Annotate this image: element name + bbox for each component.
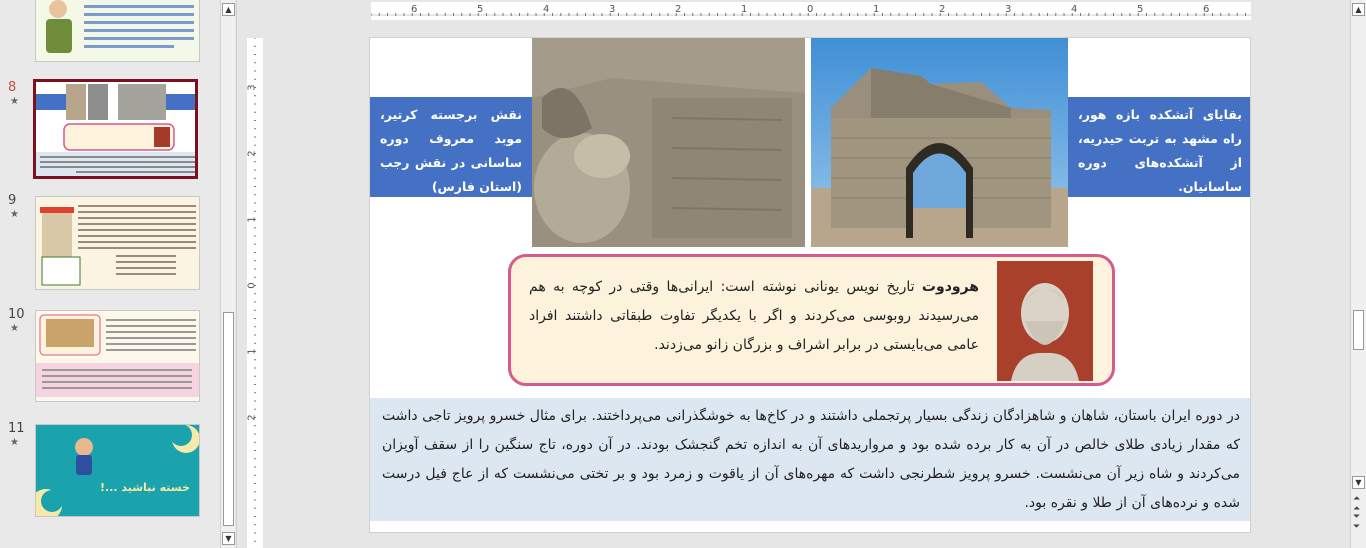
ruler-label: 5 — [477, 4, 484, 15]
ruler-label: 0 — [246, 282, 258, 289]
slide-number-11: 11 — [8, 421, 25, 436]
thumbnail-8-preview — [36, 82, 198, 177]
herodotus-quote-box[interactable] — [508, 254, 1115, 386]
ruler-label: 1 — [741, 4, 748, 15]
slide-thumbnail-11[interactable] — [35, 424, 200, 517]
thumbnails-scrollbar[interactable] — [220, 0, 235, 548]
previous-slide-icon[interactable]: ⏶ ⏶ — [1353, 494, 1361, 514]
slide-canvas[interactable] — [369, 37, 1251, 533]
main-paragraph[interactable]: در دوره ایران باستان، شاهان و شاهزادگان زندگی بسیار پرتجملی داشتند و در کاخ‌ها به خوشگذرانی می‌پرداختند. برای مثال خسرو پرویز تاجی داشت که مقدار زیادی طلای خالص در آن به کار برده شده بود و مرواریدهای آن به اندازه تخم گنجشک بودند. در آن دوره، تاج سنگین را از سقف آویزان می‌کردند و شاه زیر آن می‌نشست. خسرو پرویز شطرنجی داشت که مهره‌های آن از یاقوت و زمرد بود و بر تختی می‌نشست که از عاج فیل درست شده و نرده‌های آن از طلا و نقره بود. — [370, 398, 1251, 521]
ruler-label: 1 — [246, 348, 258, 355]
ruler-label: 4 — [1071, 4, 1078, 15]
horizontal-ruler — [371, 2, 1251, 20]
slide-editing-area — [236, 0, 1350, 548]
slide-number-8: 8 — [8, 80, 17, 95]
thumbnail-11-text: خسته نباشید ...! — [100, 481, 190, 494]
ruler-label: 3 — [609, 4, 616, 15]
ruler-label: 1 — [873, 4, 880, 15]
quote-author: هرودوت — [921, 279, 979, 295]
scrollbar-thumb[interactable] — [1353, 310, 1364, 350]
editor-scrollbar[interactable] — [1350, 0, 1366, 548]
quote-body: تاریخ نویس یونانی نوشته است: ایرانی‌ها وقتی در کوچه به هم می‌رسیدند روبوسی می‌کردند و اگر با یکدیگر تفاوت طبقاتی داشتند افراد عامی می‌بایستی در برابر اشراف و بزرگان زانو می‌زدند. — [529, 279, 979, 353]
herodotus-bust-image[interactable] — [997, 261, 1093, 381]
ruler-label: 6 — [1203, 4, 1210, 15]
ruler-label: 5 — [1137, 4, 1144, 15]
slide-thumbnail-9[interactable] — [35, 196, 200, 290]
thumbnail-10-preview — [36, 311, 200, 402]
next-slide-icon[interactable]: ⏷ ⏷ — [1353, 512, 1361, 532]
ruler-label: 3 — [246, 84, 258, 91]
ruler-label: 3 — [1005, 4, 1012, 15]
vertical-ruler — [247, 38, 263, 548]
animation-star-icon: ★ — [10, 96, 19, 107]
fire-temple-photo[interactable] — [811, 38, 1068, 247]
ruler-label: 4 — [543, 4, 550, 15]
slide-thumbnails-pane — [0, 0, 220, 548]
quote-text — [529, 273, 979, 360]
ruler-label: 2 — [675, 4, 682, 15]
ruler-label: 1 — [246, 216, 258, 223]
herodotus-bust-drawing — [997, 261, 1093, 381]
vertical-ruler-ticks — [247, 38, 263, 548]
kartir-relief-photo[interactable] — [532, 38, 805, 247]
slide-thumbnail-10[interactable] — [35, 310, 200, 402]
slide-number-9: 9 — [8, 193, 17, 208]
ruler-label: 6 — [411, 4, 418, 15]
ruler-label: 2 — [246, 150, 258, 157]
thumbnail-11-preview — [36, 425, 200, 517]
slide-thumbnail-8[interactable] — [33, 79, 198, 179]
scroll-down-arrow-icon[interactable]: ▼ — [1352, 476, 1365, 489]
caption-kartir-relief[interactable]: نقش برجسته کرتیر، موبد معروف دوره ساسانی در نقش رجب (استان فارس) — [370, 97, 532, 197]
scrollbar-thumb[interactable] — [223, 312, 234, 526]
ruler-label: 2 — [939, 4, 946, 15]
thumbnail-9-preview — [36, 197, 200, 290]
scroll-down-arrow-icon[interactable]: ▼ — [222, 532, 235, 545]
fire-temple-image — [811, 38, 1068, 247]
scroll-up-arrow-icon[interactable]: ▲ — [222, 3, 235, 16]
ruler-label: 0 — [807, 4, 814, 15]
caption-fire-temple[interactable]: بقایای آتشکده بازه هور، راه مشهد به تربت حیدریه، از آتشکده‌های دوره ساسانیان. — [1068, 97, 1251, 197]
animation-star-icon: ★ — [10, 323, 19, 334]
scroll-up-arrow-icon[interactable]: ▲ — [1352, 3, 1365, 16]
animation-star-icon: ★ — [10, 209, 19, 220]
slide-number-10: 10 — [8, 307, 25, 322]
kartir-relief-image — [532, 38, 805, 247]
animation-star-icon: ★ — [10, 437, 19, 448]
slide-thumbnail-7[interactable] — [35, 0, 200, 62]
ruler-label: 2 — [246, 414, 258, 421]
thumbnail-7-preview — [36, 0, 200, 62]
